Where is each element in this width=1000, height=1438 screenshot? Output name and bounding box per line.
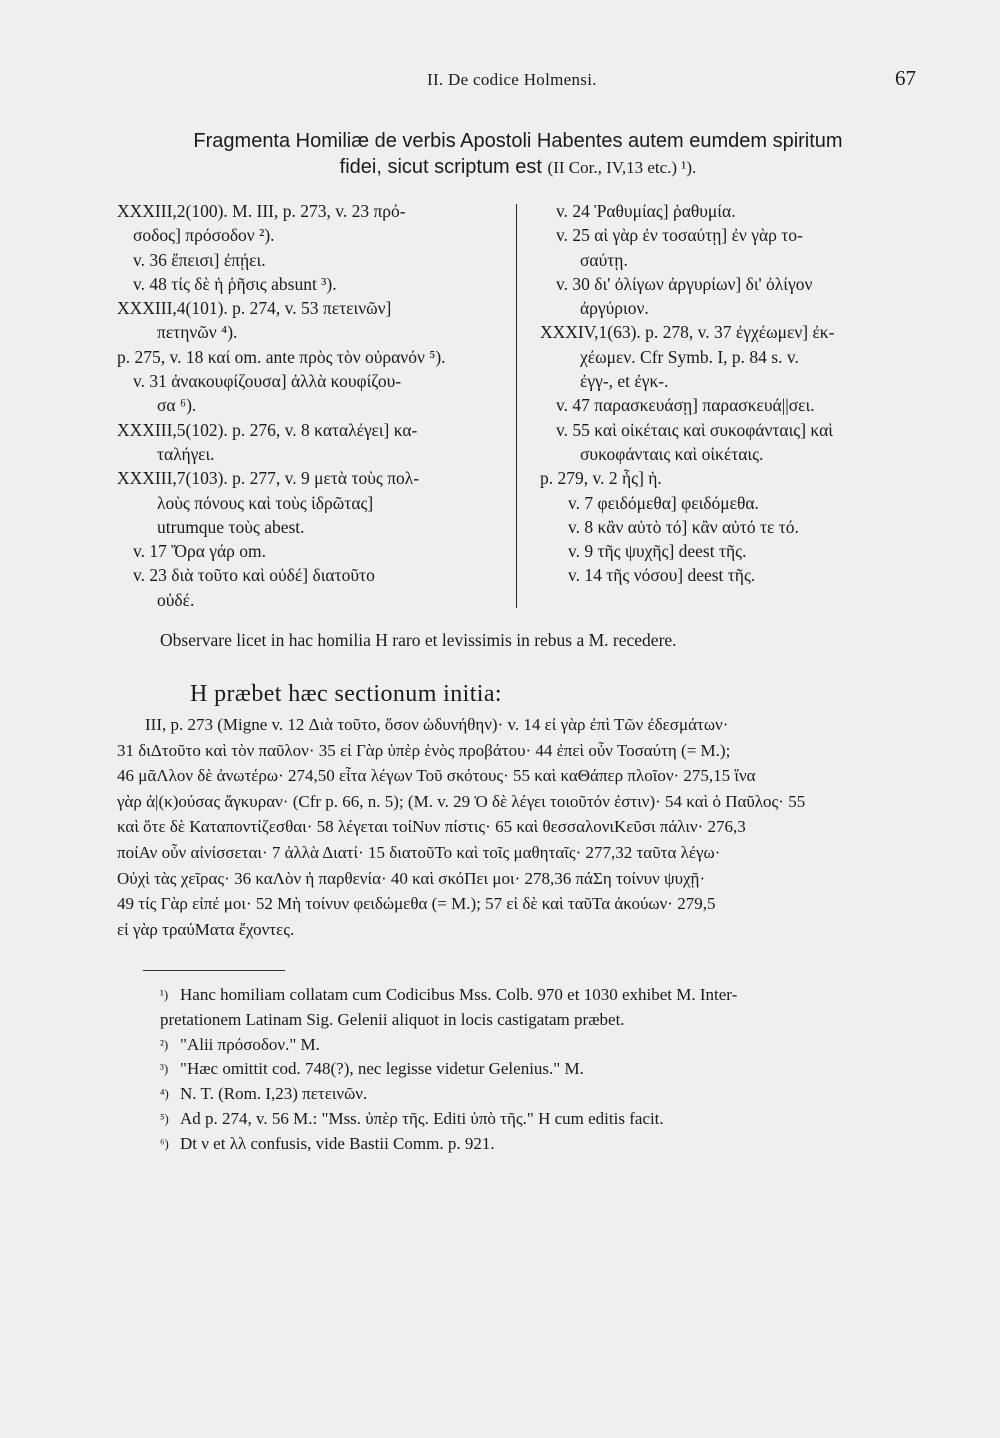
initia-line: ποίΑν οὖν αἰνίσσεται· 7 ἀλλὰ Διατί· 15 διατοῦΤο καὶ τοῖς μαθηταῖς· 277,32 ταῦτα λέγω· [117,842,721,862]
collation-line: v. 48 τίς δὲ ἡ ῥῆσις absunt ³). [133,273,337,294]
collation-line: συκοφάνταις καὶ οἰκέταις. [580,443,764,464]
footnote [160,983,920,1033]
footnote-text: Dt ν et λλ confusis, vide Bastii Comm. p. 921. [180,1133,495,1153]
collation-line: v. 31 ἀνακουφίζουσα] ἀλλὰ κουφίζου- [133,371,402,392]
initia-line: καὶ ὅτε δὲ Καταποντίζεσθαι· 58 λέγεται τοίΝυν πίστις· 65 καὶ θεσσαλονιΚεῦσι πάλιν· 276,3 [117,817,746,837]
footnote-continuation: pretationem Latinam Sig. Gelenii aliquot in locis castigatam præbet. [160,1009,625,1029]
footnotes [160,983,920,1157]
collation-line: v. 23 διὰ τοῦτο καὶ οὐδέ] διατοῦτο [133,565,375,586]
fragment-title [118,128,918,181]
initia-line: 49 τίς Γὰρ εἰπέ μοι· 52 Μὴ τοίνυν φειδώμεθα (= M.); 57 εἰ δὲ καὶ ταῦΤα ἀκούων· 279,5 [117,894,716,914]
collation-line: σαύτῃ. [580,249,628,270]
footnote-marker: ¹) [160,987,169,1002]
collation-line: XXXIV,1(63). p. 278, v. 37 ἐγχέωμεν] ἐκ- [540,322,835,343]
collation-line: ταλήγει. [157,443,215,464]
footnote-marker: ²) [160,1036,169,1052]
right-column [540,199,940,588]
collation-line: v. 7 φειδόμεθα] φειδόμεθα. [568,492,759,513]
collation-line: p. 275, v. 18 καί om. ante πρὸς τὸν οὐρανόν ⁵). [117,346,446,367]
footnote-marker: ³) [160,1061,169,1077]
section-title: II. De codice Holmensi. [427,70,597,89]
collation-line: v. 14 τῆς νόσου] deest τῆς. [568,565,756,586]
footnote-marker: ⁶) [160,1135,169,1151]
collation-line: v. 17 Ὅρα γάρ om. [133,541,266,562]
section-initia-paragraph [117,712,922,942]
title-line-2-text: fidei, sicut scriptum est [339,156,542,178]
collation-line: v. 36 ἔπεισι] ἐπῄει. [133,249,266,270]
collation-line: ἐγγ-, et ἐγκ-. [580,371,669,392]
collation-line: utrumque τοὺς abest. [157,516,305,537]
section-heading: H præbet hæc sectionum initia: [190,681,502,707]
collation-line: v. 55 καὶ οἰκέταις καὶ συκοφάνταις] καὶ [556,419,833,440]
footnote-text: Ad p. 274, v. 56 M.: "Mss. ὑπὲρ τῆς. Editi ὑπὸ τῆς." H cum editis facit. [180,1108,664,1128]
footnote [160,1082,920,1107]
running-head [0,66,1000,94]
collation-line: ἀργύριον. [580,298,649,319]
initia-line: 46 μᾶΛλον δὲ ἀνωτέρω· 274,50 εἶτα λέγων Τοῦ σκότους· 55 καὶ καΘάπερ πλοῖον· 275,15 ἵνα [117,766,756,786]
footnote [160,1107,920,1132]
column-divider [516,204,517,608]
initia-line: 31 διΔτοῦτο καὶ τὸν παῦλον· 35 εἰ Γὰρ ὑπὲρ ἑνὸς προβάτου· 44 ἐπεὶ οὖν Τοσαύτη (= M.); [117,740,731,760]
collation-line: λοὺς πόνους καὶ τοὺς ἱδρῶτας] [157,492,374,513]
collation-line: σοδος] πρόσοδον ²). [133,225,275,246]
left-column [117,199,517,612]
collation-line: πετηνῶν ⁴). [157,322,238,343]
footnote-text: "Hæc omittit cod. 748(?), nec legisse videtur Gelenius." M. [180,1059,584,1079]
collation-line: XXXIII,7(103). p. 277, v. 9 μετὰ τοὺς πολ- [117,468,420,489]
collation-line: p. 279, v. 2 ἧς] ἡ. [540,468,662,489]
collation-line: v. 9 τῆς ψυχῆς] deest τῆς. [568,541,747,562]
initia-line: γὰρ ἀ|(κ)ούσας ἄγκυραν· (Cfr p. 66, n. 5); (M. v. 29 Ὁ δὲ λέγει τοιοῦτόν ἐστιν)· 54 καὶ ὁ Παῦλος· 55 [117,791,806,811]
observation-note: Observare licet in hac homilia H raro et levissimis in rebus a M. recedere. [160,630,677,650]
footnote-text: "Alii πρόσοδον." M. [180,1034,320,1054]
initia-line: III, p. 273 (Migne v. 12 Διὰ τοῦτο, ὅσον ὠδυνήθην)· v. 14 εἰ γὰρ ἐπὶ Τῶν ἐδεσμάτων· [145,715,729,734]
footnote-rule [143,970,285,971]
collation-line: σα ⁶). [157,395,197,416]
collation-line: v. 47 παρασκευάσῃ] παρασκευά||σει. [556,395,815,416]
footnote [160,1132,920,1157]
title-reference: (II Cor., IV,13 etc.) ¹). [547,158,697,177]
title-line-2 [118,154,918,181]
collation-line: χέωμεν. Cfr Symb. I, p. 84 s. v. [580,346,799,367]
collation-line: οὐδέ. [157,589,195,610]
page-number: 67 [895,66,916,90]
collation-line: v. 30 δι' ὀλίγων ἀργυρίων] δι' ὀλίγον [556,273,813,294]
collation-line: v. 24 Ῥαθυμίας] ῥαθυμία. [556,201,736,221]
title-line-1: Fragmenta Homiliæ de verbis Apostoli Habentes autem eumdem spiritum [193,130,843,152]
footnote [160,1033,920,1058]
collation-line: v. 25 αἱ γὰρ ἐν τοσαύτῃ] ἐν γὰρ το- [556,225,803,246]
initia-line: Οὐχὶ τὰς χεῖρας· 36 καΛὸν ἡ παρθενία· 40 καὶ σκόΠει μοι· 278,36 πάΣη τοίνυν ψυχῇ· [117,868,706,888]
collation-line: XXXIII,5(102). p. 276, v. 8 καταλέγει] κα- [117,419,418,440]
initia-line: εἰ γὰρ τραύΜατα ἔχοντες. [117,919,295,939]
collation-line: v. 8 κἂν αὐτὸ τό] κἂν αὐτό τε τό. [568,516,799,537]
collation-line: XXXIII,4(101). p. 274, v. 53 πετεινῶν] [117,298,392,319]
footnote-marker: ⁵) [160,1110,169,1126]
footnote [160,1057,920,1082]
footnote-marker: ⁴) [160,1086,169,1102]
collation-line: XXXIII,2(100). M. III, p. 273, v. 23 πρό- [117,201,406,221]
footnote-text: N. T. (Rom. I,23) πετεινῶν. [180,1084,368,1104]
footnote-text: Hanc homiliam collatam cum Codicibus Mss. Colb. 970 et 1030 exhibet M. Inter- [180,985,738,1004]
